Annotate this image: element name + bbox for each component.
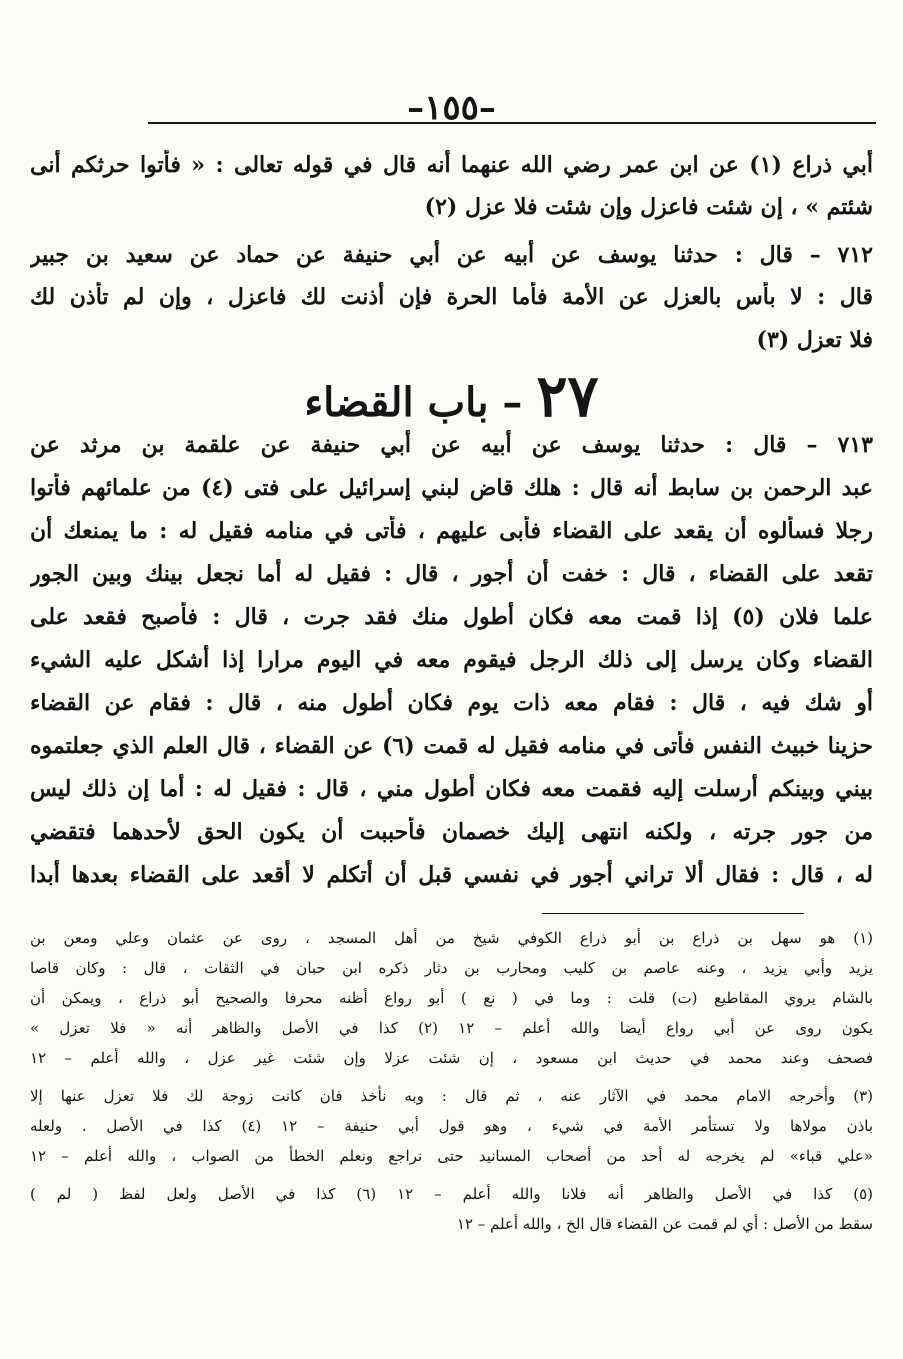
footnote-line: سقط من الأصل : أي لم قمت عن القضاء قال الخ ، والله أعلم – ١٢ (456, 1215, 873, 1233)
body-line: أبي ذراع (١) عن ابن عمر رضي الله عنهما أنه قال في قوله تعالى : « فأتوا حرثكم أنى (30, 152, 873, 178)
footnote-rule (542, 913, 804, 914)
header-rule (148, 122, 876, 124)
page-number: –١٥٥– (407, 88, 496, 128)
footnote-line: «علي قباء» لم يخرجه له أحد من أصحاب المسانيد حتى نراجع ونعلم الخطأ من الصواب ، والله أعلم – ١٢ (30, 1147, 873, 1165)
chapter-title: – باب القضاء (304, 379, 523, 426)
footnote-line: بالشام يروي المقاطيع (ت) قلت : وما في ( نع ) أبو رواع أظنه محرفا والصحيح أبو ذراع ، ويمكن أن (30, 989, 873, 1007)
body-line: قال : لا بأس بالعزل عن الأمة فأما الحرة فإن أذنت لك فاعزل ، وإن لم تأذن لك (30, 284, 873, 310)
chapter-line: ٧١٣ – قال : حدثنا يوسف عن أبيه عن أبي حنيفة عن علقمة بن مرثد عن (30, 432, 873, 458)
chapter-line: رجلا فسألوه أن يقعد على القضاء فأبى عليهم ، فأتى في منامه فقيل له : ما يمنعك أن (30, 518, 873, 544)
chapter-line: علما فلان (٥) إذا قمت معه فكان أطول منك فقد جرت ، قال : فأصبح فقعد على (30, 604, 873, 630)
chapter-line: أو شك فيه ، قال : فقام معه ذات يوم فكان أطول منه ، قال : فقام عن القضاء (30, 690, 873, 716)
chapter-line: القضاء وكان يرسل إلى ذلك الرجل فيقوم معه في اليوم مرارا إذا أشكل عليه الشيء (30, 647, 873, 673)
footnote-line: (١) هو سهل بن ذراع بن أبو ذراع الكوفي شيخ من أهل المسجد ، روى عن عثمان وعلي ومعن بن (30, 929, 873, 947)
footnote-line: يكون روى عن أبي رواع أيضا والله أعلم – ١٢ (٢) كذا في الأصل والظاهر أنه « فلا تعزل » (30, 1019, 873, 1037)
body-line: فلا تعزل (٣) (756, 327, 873, 353)
chapter-line: حزينا خبيث النفس فأتى في منامه فقيل له قمت (٦) عن القضاء ، قال العلم الذي جعلتموه (30, 733, 873, 759)
footnote-line: (٣) وأخرجه الامام محمد في الآثار عنه ، ثم قال : وبه نأخذ فان كانت زوجة لك فلا تعزل عنها إلا (30, 1087, 873, 1105)
chapter-heading (0, 362, 903, 431)
footnote-line: يزيد وأبي يزيد ، وعنه عاصم بن كليب ومحارب بن دثار ذكره ابن حبان في الثقات ، قال : وكان قاصا (30, 959, 873, 977)
chapter-line: عبد الرحمن بن سابط أنه قال : هلك قاض لبني إسرائيل على فتى (٤) من علمائهم فأتوا (30, 475, 873, 501)
footnote-line: فصحف وعند محمد في حديث ابن مسعود ، إن شئت عزلا وإن شئت غير عزل ، والله أعلم – ١٢ (30, 1049, 873, 1067)
chapter-number: ٢٧ (536, 362, 599, 430)
body-line: شئتم » ، إن شئت فاعزل وإن شئت فلا عزل (٢) (424, 194, 873, 220)
footnote-line: (٥) كذا في الأصل والظاهر أنه فلانا والله أعلم – ١٢ (٦) كذا في الأصل ولعل لفظ ( لم ) (30, 1185, 873, 1203)
chapter-line: بيني وبينكم أرسلت إليه فقمت معه فكان أطول مني ، قال : فقيل له : أما إن ذلك ليس (30, 776, 873, 802)
body-line: ٧١٢ – قال : حدثنا يوسف عن أبيه عن أبي حنيفة عن حماد عن سعيد بن جبير (30, 242, 873, 268)
chapter-line: تقعد على القضاء ، قال : خفت أن أجور ، قال : فقيل له أما نجعل بينك وبين الجور (30, 561, 873, 587)
chapter-line: له ، قال : فقال ألا تراني أجور في نفسي قبل أن أتكلم لا أقعد على القضاء بعدها أبدا (30, 862, 873, 888)
chapter-line: من جور جرته ، ولكنه انتهى إليك خصمان فأحببت أن يكون الحق لأحدهما فتقضي (30, 819, 873, 845)
footnote-line: باذن مولاها ولا تستأمر الأمة في شيء ، وهو قول أبي حنيفة – ١٢ (٤) كذا في الأصل . ولعله (30, 1117, 873, 1135)
